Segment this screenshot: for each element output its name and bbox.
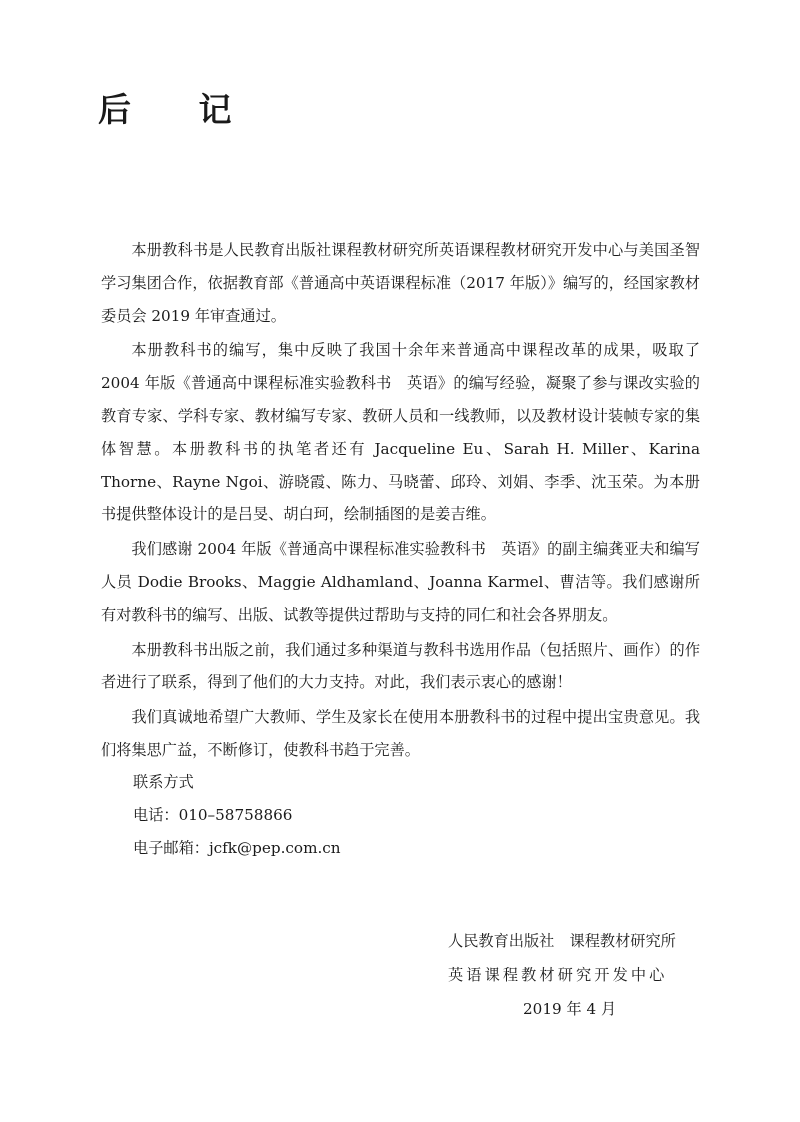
paragraph-1: 本册教科书是人民教育出版社课程教材研究所英语课程教材研究开发中心与美国圣智学习集团合作，依据教育部《普通高中英语课程标准（2017 年版）》编写的，经国家教材委员会 2019 年审查通过。 — [101, 241, 700, 325]
publisher-signature — [420, 924, 720, 1026]
contact-email: 电子邮箱：jcfk@pep.com.cn — [133, 839, 341, 857]
paragraph-3: 我们感谢 2004 年版《普通高中课程标准实验教科书 英语》的副主编龚亚夫和编写人员 Dodie Brooks、Maggie Aldhamland、Joanna Karmel、曹洁等。我们感谢所有对教科书的编写、出版、试教等提供过帮助与支持的同仁和社会各界朋友。 — [101, 540, 700, 624]
page-title: 后 记 — [98, 90, 260, 129]
contact-heading: 联系方式 — [133, 773, 194, 791]
contact-info — [133, 766, 341, 865]
paragraph-2: 本册教科书的编写，集中反映了我国十余年来普通高中课程改革的成果，吸取了 2004 年版《普通高中课程标准实验教科书 英语》的编写经验，凝聚了参与课改实验的教育专家、学科专家、教材编写专家、教研人员和一线教师，以及教材设计装帧专家的集体智慧。本册教科书的执笔者还有 Jacqueline Eu、Sarah H. Miller、Karina Thorne、Rayne Ngoi、游晓霞、陈力、马晓蕾、邱玲、刘娟、李季、沈玉荣。为本册书提供整体设计的是吕旻、胡白珂，绘制插图的是姜吉维。 — [101, 341, 700, 524]
afterword-body — [101, 234, 700, 769]
signature-date: 2019 年 4 月 — [523, 1000, 617, 1018]
paragraph-4: 本册教科书出版之前，我们通过多种渠道与教科书选用作品（包括照片、画作）的作者进行了联系，得到了他们的大力支持。对此，我们表示衷心的感谢！ — [101, 640, 700, 692]
signature-publisher: 人民教育出版社 课程教材研究所 — [448, 932, 676, 950]
signature-center: 英语课程教材研究开发中心 — [448, 966, 668, 984]
contact-phone: 电话：010–58758866 — [133, 806, 293, 824]
paragraph-5: 我们真诚地希望广大教师、学生及家长在使用本册教科书的过程中提出宝贵意见。我们将集思广益，不断修订，使教科书趋于完善。 — [101, 708, 700, 759]
